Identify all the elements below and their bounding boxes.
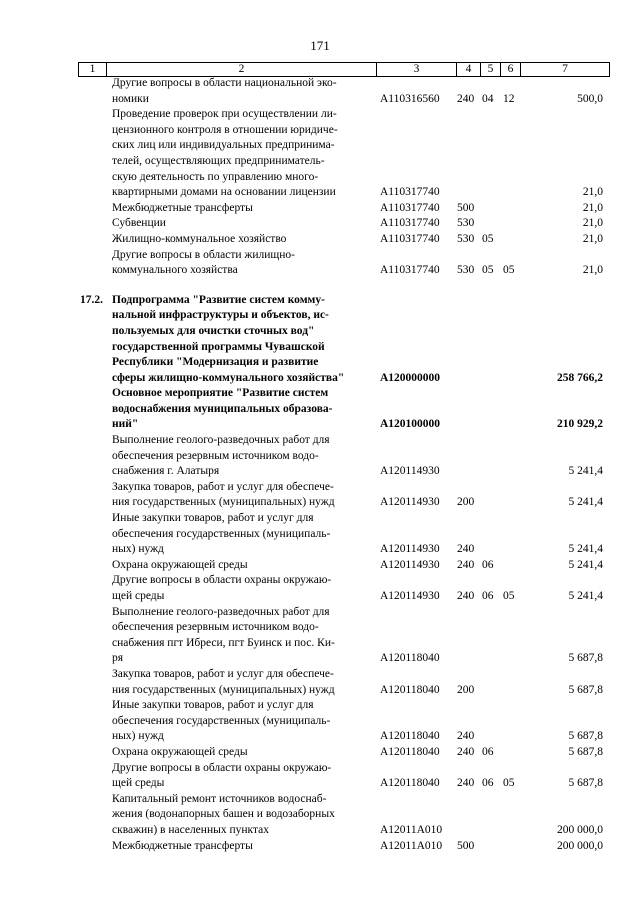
row-code: А120114930 <box>380 496 440 509</box>
col-header-1: 1 <box>79 63 107 77</box>
row-name-line: цензионного контроля в отношении юридиче- <box>112 123 338 136</box>
row-name-line: жения (водонапорных башен и водозаборных <box>112 808 335 821</box>
row-name-line: ния государственных (муниципальных) нужд <box>112 683 335 696</box>
row-code: А120000000 <box>380 371 441 384</box>
row-amount: 21,0 <box>582 217 603 230</box>
row-amount: 5 241,4 <box>568 558 603 571</box>
row-col4: 240 <box>457 730 475 743</box>
row-name-line: Проведение проверок при осуществлении ли- <box>112 108 337 121</box>
row-code: А120100000 <box>380 418 441 431</box>
table-row <box>0 201 640 217</box>
row-code: А110317740 <box>380 232 440 245</box>
row-amount: 21,0 <box>582 186 603 199</box>
row-code: А120114930 <box>380 590 440 602</box>
col-header-5: 5 <box>481 63 501 77</box>
row-code: А110317740 <box>380 186 440 199</box>
budget-rows <box>0 76 640 854</box>
table-row <box>0 745 640 761</box>
row-col4: 500 <box>457 201 475 214</box>
table-row <box>0 107 640 201</box>
row-name-line: государственной программы Чувашской <box>112 340 325 353</box>
row-name-line: щей среды <box>112 590 165 602</box>
table-row <box>0 76 640 107</box>
section-number: 17.2. <box>80 293 103 306</box>
table-row <box>0 558 640 574</box>
col-header-2: 2 <box>107 63 377 77</box>
row-name-line: Межбюджетные трансферты <box>112 839 253 852</box>
row-col5: 06 <box>482 558 494 571</box>
row-name-line: водоснабжения муниципальных образова- <box>112 402 333 415</box>
row-code: А120118040 <box>380 730 440 743</box>
col-header-3: 3 <box>377 63 457 77</box>
row-name-line: скважин) в населенных пунктах <box>112 823 269 836</box>
table-row <box>0 667 640 698</box>
row-code: А120118040 <box>380 683 440 696</box>
row-code: А110317740 <box>380 264 440 277</box>
table-row <box>0 511 640 558</box>
table-row <box>0 293 640 387</box>
row-amount: 210 929,2 <box>557 418 603 431</box>
row-col5: 04 <box>482 92 494 105</box>
row-name-line: Республики "Модернизация и развитие <box>112 356 319 369</box>
row-name-line: обеспечения государственных (муниципаль- <box>112 714 331 727</box>
row-name-line: Другие вопросы в области охраны окружаю- <box>112 761 332 774</box>
row-name-line: Субвенции <box>112 217 166 230</box>
table-row <box>0 216 640 232</box>
row-name-line: Межбюджетные трансферты <box>112 201 253 214</box>
row-code: А120118040 <box>380 777 440 790</box>
row-name-line: скую деятельность по управлению много- <box>112 170 319 183</box>
row-code: А110317740 <box>380 201 440 214</box>
row-name-line: Другие вопросы в области национальной эко- <box>112 77 337 89</box>
row-amount: 21,0 <box>582 232 603 245</box>
row-code: А120118040 <box>380 745 440 758</box>
col-header-4: 4 <box>457 63 481 77</box>
page-number: 171 <box>310 38 330 53</box>
row-col6: 05 <box>503 590 515 602</box>
row-code: А12011А010 <box>380 823 443 836</box>
row-col4: 240 <box>457 590 475 602</box>
row-col6: 05 <box>503 777 515 790</box>
row-amount: 5 687,8 <box>568 683 603 696</box>
row-name-line: Другие вопросы в области охраны окружаю- <box>112 574 332 587</box>
row-code: А120118040 <box>380 652 440 665</box>
row-name-line: пользуемых для очистки сточных вод" <box>112 324 315 337</box>
row-name-line: Охрана окружающей среды <box>112 558 248 571</box>
row-name-line: номики <box>112 92 149 105</box>
row-col4: 240 <box>457 745 475 758</box>
row-code: А110317740 <box>380 217 440 230</box>
row-name-line: Подпрограмма "Развитие систем комму- <box>112 293 325 306</box>
section-gap <box>0 279 640 293</box>
col-header-7: 7 <box>521 63 610 77</box>
column-header-table <box>78 62 610 77</box>
row-amount: 258 766,2 <box>557 371 603 384</box>
row-name-line: ных) нужд <box>112 730 164 743</box>
row-amount: 5 687,8 <box>568 745 603 758</box>
table-row <box>0 792 640 839</box>
table-row <box>0 480 640 511</box>
row-col4: 530 <box>457 217 475 230</box>
row-amount: 500,0 <box>577 92 603 105</box>
row-col4: 500 <box>457 839 475 852</box>
row-name-line: ний" <box>112 418 139 431</box>
row-name-line: телей, осуществляющих предприниматель- <box>112 154 325 167</box>
row-col6: 12 <box>503 92 515 105</box>
table-row <box>0 433 640 480</box>
row-code: А110316560 <box>380 92 440 105</box>
row-name-line: обеспечения резервным источником водо- <box>112 449 319 462</box>
row-name-line: Иные закупки товаров, работ и услуг для <box>112 699 314 712</box>
row-name-line: коммунального хозяйства <box>112 264 238 277</box>
row-name-line: Другие вопросы в области жилищно- <box>112 248 295 261</box>
row-name-line: квартирными домами на основании лицензии <box>112 186 336 199</box>
row-col5: 05 <box>482 232 494 245</box>
table-row <box>0 248 640 279</box>
row-name-line: Иные закупки товаров, работ и услуг для <box>112 512 314 525</box>
row-amount: 5 687,8 <box>568 652 603 665</box>
row-name-line: ря <box>112 652 124 665</box>
row-name-line: нальной инфраструктуры и объектов, ис- <box>112 309 329 322</box>
row-name-line: ных) нужд <box>112 543 164 556</box>
row-code: А12011А010 <box>380 839 443 852</box>
row-name-line: ских лиц или индивидуальных предпринима- <box>112 139 335 152</box>
table-row <box>0 839 640 855</box>
row-amount: 5 241,4 <box>568 496 603 509</box>
row-col4: 240 <box>457 92 475 105</box>
row-col4: 200 <box>457 496 475 509</box>
row-code: А120114930 <box>380 465 440 478</box>
col-header-6: 6 <box>501 63 521 77</box>
row-name-line: сферы жилищно-коммунального хозяйства" <box>112 371 345 384</box>
table-row <box>0 386 640 433</box>
row-col4: 240 <box>457 777 475 790</box>
row-name-line: снабжения пгт Ибреси, пгт Буинск и пос. Ки- <box>112 636 335 649</box>
row-amount: 5 687,8 <box>568 777 603 790</box>
row-name-line: обеспечения государственных (муниципаль- <box>112 527 331 540</box>
row-col4: 200 <box>457 683 475 696</box>
row-amount: 200 000,0 <box>557 823 603 836</box>
row-col5: 05 <box>482 264 494 277</box>
row-name-line: ния государственных (муниципальных) нужд <box>112 496 335 509</box>
row-amount: 5 241,4 <box>568 590 603 602</box>
row-name-line: Охрана окружающей среды <box>112 745 248 758</box>
row-code: А120114930 <box>380 543 440 556</box>
row-name-line: Капитальный ремонт источников водоснаб- <box>112 792 327 805</box>
row-col4: 240 <box>457 543 475 556</box>
row-col4: 530 <box>457 264 475 277</box>
row-name-line: Выполнение геолого-разведочных работ для <box>112 605 330 618</box>
row-amount: 5 241,4 <box>568 543 603 556</box>
row-name-line: Закупка товаров, работ и услуг для обеспече- <box>112 667 334 680</box>
row-col5: 06 <box>482 777 494 790</box>
row-name-line: Выполнение геолого-разведочных работ для <box>112 434 330 447</box>
row-name-line: обеспечения резервным источником водо- <box>112 621 319 634</box>
table-row <box>0 698 640 745</box>
row-name-line: Основное мероприятие "Развитие систем <box>112 387 329 400</box>
table-row <box>0 232 640 248</box>
row-col6: 05 <box>503 264 515 277</box>
row-amount: 21,0 <box>582 201 603 214</box>
row-col5: 06 <box>482 745 494 758</box>
row-name-line: Жилищно-коммунальное хозяйство <box>112 232 287 245</box>
row-col5: 06 <box>482 590 494 602</box>
row-col4: 240 <box>457 558 475 571</box>
row-col4: 530 <box>457 232 475 245</box>
table-row <box>0 605 640 667</box>
row-code: А120114930 <box>380 558 440 571</box>
table-row <box>0 573 640 604</box>
row-amount: 21,0 <box>582 264 603 277</box>
row-name-line: щей среды <box>112 777 165 790</box>
table-row <box>0 761 640 792</box>
row-name-line: снабжения г. Алатыря <box>112 465 220 478</box>
row-amount: 200 000,0 <box>557 839 603 852</box>
row-amount: 5 241,4 <box>568 465 603 478</box>
row-amount: 5 687,8 <box>568 730 603 743</box>
row-name-line: Закупка товаров, работ и услуг для обеспече- <box>112 480 334 493</box>
